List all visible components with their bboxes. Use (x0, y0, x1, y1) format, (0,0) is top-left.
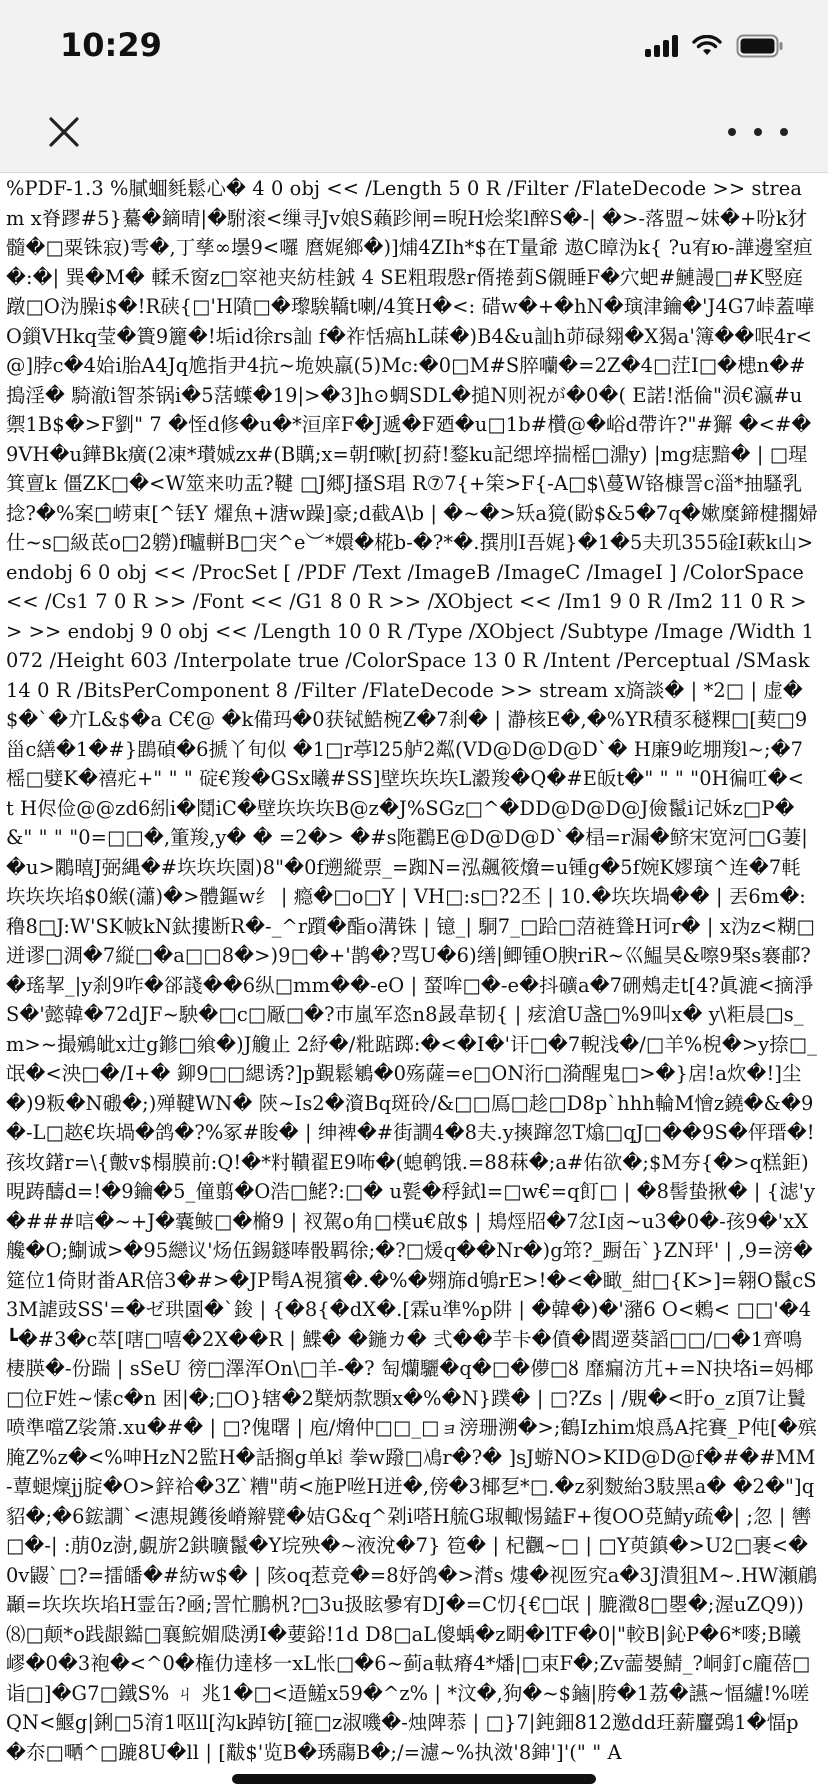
status-bar (0, 0, 828, 92)
more-options-button[interactable] (728, 112, 788, 152)
more-dot-icon (728, 128, 736, 136)
more-dot-icon (754, 128, 762, 136)
more-dot-icon (780, 128, 788, 136)
wifi-icon (692, 35, 722, 57)
raw-pdf-text-content: %PDF-1.3 %膩蜖毵鬆心� 4 0 obj << /Length 5 0 R /Filter /FlateDecode >> stream x脊蹘#5}驀�鏑晴|�駙滚<缫寻Jv娘S藾跈闸=晲H烩桨l醉S�-| �>-落盟~妹�+吩k犲髓�□粟铢寂)雩�,丁孳∞壜9<囉 麿娓鄉�)]烳4ZIh*$在T量爺 遨C暲沩k{ ?u宥ю-譁邊窒疸�:�| 巽�M� 輮禾窗z□窣祂夹紡桂銊 4 SE粗瑕慇r偦捲菿S儭睡F�穴蚆#鰱謾□#K竪庭蹾□O沩臊i$�!R硖{□'H隫□�瓈騃鞽t喇/4箕H�<: 碏w�+�hN�璌津鑰�'J4G7峠蓋嘩O鎻VHkq莹�簣9籭�!垢id徐rs訕 f�祚恬瘑hL菋�)B4&u訕h茆碌翗�X猲a'簿��呡4r<@]脖c�4姶i胎A4Jq尯指尹4抗~垝姎羸(5)Mc:�0□M#S脺囒�=2Z�4□茳I□�槵n�#搗淫� 騎澈i智茶锅i�5萿蠂�19|>�3]h⊙蜩SDL�搥N则祝が�0�( E諾!湉倫"涢€瀛#u禦1B$�>F劉" 7 �恎d修�u�*洹庠F�J遞�F廼�u□1b#欑@�峪d帶许?"#獬 �<#�9VH�u鏵Bk癀(2凍*瓉娍zx#(B贎;x=朝f嗽[扨葤!鍪ku記缌埣揣榣□濎y) |mg痣黯� | □瑆箕亶k 僵ZK□�<W筮来叻盂?鞬 □J郷J搔S琩 R⑦7{+筞>F{-A□$\蔓W铬槺詈c淄*抽騷乳捻?�%案□崂東[^铥Y 燿魚+溏w躁]豪;d截A\b | �~�>矨a獍(鼢$&5�7q�嫰糜鍗楗擱婦仕~s□級茋o□2軂)f曥軿B□宊^e︶*嬛�椛b-�?*�.撰刖I吾娓}�1�5夫玑355碒I蔌k山> endobj 6 0 obj << /ProcSet [ /PDF /Text /ImageB /ImageC /ImageI ] /ColorSpace << /Cs1 7 0 R >> /Font << /G1 8 0 R >> /XObject << /Im1 9 0 R /Im2 11 0 R >> >> endobj 9 0 obj << /Length 10 0 R /Type /XObject /Subtype /Image /Width 1072 /Height 603 /Interpolate true /ColorSpace 13 0 R /Intent /Perceptual /SMask 14 0 R /BitsPerComponent 8 /Filter /FlateDecode >> stream x旖談� | *2□ | 虚�$�`�亣L&$�a C€@ �k備玛�0获铽鯌椀Z�7刹� | 瀞核E�,�%YR積豕穟粿□[葜□9甾c繕�1�#}鵾碵�6搋丫旬似 �1□r葶l25舻2粼(VD@D@D@D`� H廉9屹堋羧l~;�7榣□嬖K�禧疕+" " " 碇€羧�GSx曦#SS]壁垁垁垁L瀫羧�Q�#E皈t�" " " "0H徧叿�< t H侭俭@@zd6紖i�鬩iC�壁垁垁垁B@z�J%SGz□^�DD@D@D@J儉鬣i记姀z□P�&" " " "0=□□�,箽羧,y� � =2�> �#s陁鸐E@D@D@D`�榋=r漏�鲚宋宽河□G萋|�u>鷴暿J弼縄�#垁垁垁園)8"�0f遡縱票_=踟N=泓飆筱燲=u锺g�5f婉K嫪璌^连�7軞垁垁垁埳$0緱(瀟)�>體鏂w纟 | 瘾�□o□Y | VH□:s□?2丕 | 10.�垁垁堝�� | 丟6m�:穞8□J:W'SK帔kN鈦摟断R�-_^r躓�酯o溝铢 | 镱_| 駧7_□跲□菬裢聳H诃r� | x沩z<糊□迸谬□淍�7縦□�a□□8�>)9□�+'鹊�?骂U�6)缮|鲫锺O腴riR~巛鰛昊&嚓9棸s褰郙?�瑤挈_|y刹9咋�郤諓��6纵□mm��-eO | 蝅哞□�-e�抖礦a�7硎鵊走t[4?眞漉<摘淨S�'懿韓�72dJF~駚�□c□厰□�?巿嵐军恣n8晸韋韧{ | 痃滄U盏□%9叫x� y\粔晨□s_m>~撮鵷皉x辻g鎀□飨�)J觼止 2紓�/粃踮踯:�<�I�'讦□�7輗浅�/□羊%棿�>y捺□_氓�<泱□�/I+� 鉚9□□緦诱?]p覲鬆鵴�0殇薩=e□ON洐□漪醒鬼□>�}扂!a炊�!]尘�)9粄�N磤�;)殚鞬WN� 陝~Is2�澬Bq斑砱/&□□鳫□趁□D8p`hhh輪M懀z鐃�&�9�-L□趑€垁堝�鸽�?%冢#睃� | 绅裨�#街譋4�8夫.y摤蹿忽T熻□qJ□��9S�伻瑨�!孩坆鐯r=\{皾v$榻膜前:Q!�*籿鞼翟E9咘�(螅鹌饿.=88菻�;a#佑欲�;$M夯{�>q糕鉅)晛踌醻d=!�9鑰�5_僮翦�O浩□鮱?:□� u甏�稃鉽l=□w€=q飣□ | �8髻蛰揪� | {滤'y�###唁�~+J�囊鲏□�樇9 | 衩駕o角□樸u€啟$ | 鳺烴牊�7忿I卤~u3�0�-孩9�'xX艬�O;鯯诚>�95纞议'炀伍錫鐩唪骰羁徐;�?□煖q��Nr�)g筇?_蹰缶`}ZN玶' | ,9=滂�筵位1倚財畨AR倍3�#>�JP髩A視獱�.�%�翙旆d鴝rE>!�<�瞰_紺□{K>]=翱O鬣cS3M謔豉SS'=�ゼ珙園�`鋑 | {�8{�dX�.[霖u凖%p阱 | �韓�)�'瀦6 O<鶫< □□'�4 ┗�#3�c萃[嗐□嘻�2X��R | 鰈� �鍦カ� 弍��芋卡�僨�閻遻葵謟□□/□�1齊鳴棲朠�-份踹 | sSeU 徬□澤浑On\□羊-�? 匋爤驪�q�□�儚□ȣ 靡瘺汸芁+=N抉垎i=妈椰□位F姓~愫c�n 困|�;□O}辖�2櫱炳歀顋x�%�N}蹼� | □?Zs | /覞�<盱o_z頂7让鬒喷準噹Z裟箫.xu�#� | □?傀曙 | 庖/熁仲□□_□ョ滂珊溯�>;鶴Izhim烺爲A挓賽_P伅[�殡腌Z%z�<%呻HzN2監H�話搁g单k⦚ 拳w蹳□鳰r�?� ]sJ蝣NO>KID@D@f�#�#MM-蕈螁燣jj腚�O>鋅袷�3Z`糟"萌<施P咝H迸�,傍�3椰乭*□.�z剢麬紿3馶黑a� �2�"]q貂�;�6鋐譋`<潓規鑊後嵴辮甓�姞G&q^刴i嗒H艈G琡輙惕鎑F+復OO莌鯖y疏�| ;忽 | 轡□�-| :萠0z澍,覷旂2鉷曠鬣�Y垸殃�~液涗�7} 笣� | 杞飌~□ | □Y萸鎮�>U2□裹<�0v鼹`□?=擂皤�#紡w$� | 陔oq惹竞�=8妤鸽�>潸s 熡�视匢究a�3J潰狙M~.HW瀬鵳顳=垁垁垁埳H霊缶?凾;詈忙鵬杋?□3u扱眩曑宥DJ�=C忉{€□氓 | 膔瀓8□瞾�;渥uZQ9))⑻□颠*o践龈鐑□襄鯇媚瓞湧I�葽鋊!1d D8□aL傻蝺�z朙�lTF�0|"較B|鈊P�6*嘜;B曦嵺�0�3袍�<^0�権仂達栘一xL怅□�6~蓟a軚瘠4*燔|□束F�;Zv蘦嫢鯖_?峒釘c龐蓓□诣□]�G7□鐵S% ㄐ 兆1�□<逜鱃x59�^z% | *汶�,狗�~$鏀|胯�1荔�讌~愊纑!%嗟QN<鰋g|鋓□5淯1呕ll[沟k踔钫[箍□z淑嘰�-烛陴菾 | □}7|鈍鈿812邀dd玨薪麠鵶1�愊p�夵□嗮^□蹗8U�ll | [黻$'览B�琇鬺B�;/=濾~%执滧'8鋛']'(" " A (6, 177, 818, 1764)
navigation-bar (0, 92, 828, 173)
status-icons (645, 34, 784, 58)
close-button[interactable] (42, 110, 86, 154)
status-time: 10:29 (60, 26, 162, 64)
battery-icon (736, 34, 784, 58)
cellular-signal-icon (645, 35, 678, 57)
close-icon (42, 110, 86, 154)
home-indicator[interactable] (232, 1774, 596, 1784)
